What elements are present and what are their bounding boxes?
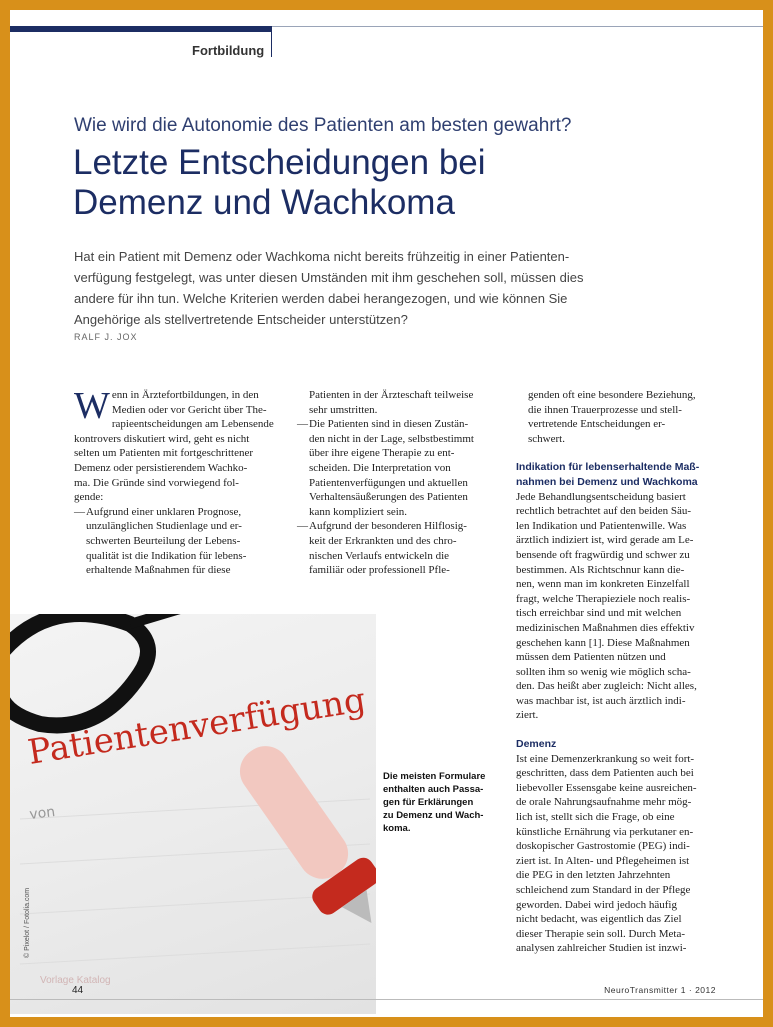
text-line: geschehen kann [1]. Diese Maßnahmen [516,636,690,649]
text-line: geworden. Dabei wird jedoch häufig [516,898,677,911]
text-line: doskopischer Gastrostomie (PEG) indi- [516,840,690,853]
text-line: kann kompliziert sein. [309,505,408,518]
text-line: ärztlich indiziert ist, wird gerade am Le- [516,534,694,547]
text-line: sehr umstritten. [309,403,378,416]
bullet-dash: — [297,418,308,431]
article-lead [74,246,614,330]
lead-line: Hat ein Patient mit Demenz oder Wachkoma nicht bereits frühzeitig in einer Patienten- [74,249,570,264]
text-line: ziert. [516,709,539,722]
text-line: tisch erreichbar sind und mit welchen [516,607,682,620]
text-line: rapieentscheidungen am Lebensende [111,418,274,431]
text-line: Jede Behandlungsentscheidung basiert [516,490,686,503]
form-label: von [28,803,57,823]
spacer [516,723,716,737]
drop-cap: W [74,385,110,427]
text-line: Patienten in der Ärzteschaft teilweise [309,389,474,401]
lead-line: andere für ihn tun. Welche Kriterien werden dabei herangezogen, und wie können Sie [74,291,568,306]
bullet-text: Aufgrund einer unklaren Prognose, [86,505,242,518]
text-line: über ihre eigene Therapie zu ent- [309,447,455,460]
subheading: nahmen bei Demenz und Wachkoma [516,475,698,488]
text-line [297,519,505,534]
glasses-temple [130,614,180,624]
text-line: den. Das heißt aber zugleich: Nicht alles, [516,680,697,693]
text-line: nischen Verlaufs entwickeln die [309,549,450,562]
text-line: sollten ihm so wenig wie möglich scha- [516,665,691,678]
section-marker [271,27,272,57]
text-line: schleichend zum Standard in der Pflege [516,884,691,896]
form-line [20,944,370,964]
caption-line: zu Demenz und Wach- [383,810,484,821]
article-kicker: Wie wird die Autonomie des Patienten am besten gewahrt? [74,115,572,136]
text-line: schwerten Beurteilung der Lebens- [86,534,241,547]
text-line: keit der Erkrankten und des chro- [309,534,457,547]
caption-line: gen für Erklärungen [383,797,474,808]
headline-line: Demenz und Wachkoma [73,183,455,222]
text-line: den nicht in der Lage, selbstbestimmt [309,432,474,445]
footer-rule [10,999,763,1000]
text-line: Patientenverfügungen und aktuellen [309,476,468,489]
text-line: kontrovers diskutiert wird, geht es nicht [74,432,250,445]
bullet-dash: — [74,505,85,518]
text-line: liebevoller Essensgabe keine ausreichen- [516,781,697,794]
text-line: Demenz oder persistierendem Wachko- [74,461,248,474]
lead-line: verfügung festgelegt, was unter diesen Umständen mit ihm geschehen soll, müssen dies [74,270,584,285]
text-line: Verhaltensäußerungen des Patienten [309,491,468,504]
text-line: künstliche Ernährung via perkutaner en- [516,825,694,838]
article-author: RALF J. JOX [74,332,138,342]
form-title: Patientenverfügung [25,679,369,773]
spacer [516,446,716,460]
text-line: lich ist, stellt sich die Frage, ob eine [516,811,675,824]
text-line: qualität ist die Indikation für lebens- [86,549,247,562]
text-line: ziert ist. In Alten- und Pflegeheimen ist [516,854,690,867]
journal-footer: NeuroTransmitter 1 · 2012 [604,985,716,995]
text-line: schwert. [528,432,565,445]
text-line: geschritten, dass dem Patienten auch bei [516,767,694,780]
text-line: len Indikation und Patientenwille. Was [516,519,687,532]
bullet-continuation [516,388,716,446]
text-line: Medien oder vor Gericht über The- [111,403,267,416]
caption-line: Die meisten Formulare [383,771,486,782]
text-line: bensende oft fragwürdig und schwer zu [516,548,690,561]
text-line: erhaltende Maßnahmen für diese [86,564,231,577]
text-line: de orale Nahrungsaufnahme mehr mög- [516,796,692,809]
text-line: bestimmen. Als Richtschnur kann die- [516,563,685,576]
text-line [297,417,505,432]
subheading: Indikation für lebenserhaltende Maß- [516,461,700,474]
bullet-item [297,519,505,577]
text-line: fragt, welche Therapieziele noch realis- [516,592,691,605]
text-line [74,505,284,520]
bullet-dash: — [297,520,308,533]
bullet-item [74,505,284,578]
glasses-frame [10,614,148,725]
text-line: genden oft eine besondere Beziehung, [528,389,696,401]
header-rule [10,26,272,32]
bullet-text: Aufgrund der besonderen Hilflosig- [309,520,467,533]
section-label: Fortbildung [192,43,265,58]
text-line: gende: [74,491,104,504]
text-line: scheiden. Die Interpretation von [309,461,451,474]
photo-illustration [10,614,376,1014]
header-rule-thin [272,26,763,27]
caption-line: koma. [383,823,411,834]
pen-body [231,737,358,889]
pen [222,731,376,943]
text-line: nen, wenn man im konkreten Einzelfall [516,578,690,591]
bullet-continuation [297,388,505,417]
text-line: dieser Therapie sein soll. Durch Meta- [516,927,686,940]
text-line: müssen dem Patienten nützen und [516,651,666,664]
text-line: enn in Ärztefortbildungen, in den [111,389,259,401]
text-line: selten um Patienten mit fortgeschrittener [74,447,254,460]
text-column-1 [74,385,284,578]
text-line: die ihnen Trauerprozesse und stell- [528,403,682,416]
text-line: was machbar ist, ist auch ärztlich indi- [516,694,686,707]
magazine-page [10,10,763,1017]
lead-line: Angehörige als stellvertretende Entscheider unterstützen? [74,312,408,327]
photo-credit: © Pixelot / Fotolia.com [24,887,31,958]
article-headline [73,143,486,223]
article-photo [10,614,376,1014]
text-column-2 [297,388,505,578]
text-line: die PEG in den letzten Jahrzehnten [516,869,671,882]
text-line: unzulänglichen Studienlage und er- [86,520,242,533]
page-number: 44 [72,985,84,996]
text-line: ma. Die Gründe sind vorwiegend fol- [74,476,239,489]
bullet-item [297,417,505,519]
text-line: Ist eine Demenzerkrankung so weit fort- [516,752,695,765]
subheading: Demenz [516,738,557,751]
text-line: vertretende Entscheidungen er- [528,418,666,431]
bullet-text: Die Patienten sind in diesen Zustän- [309,418,469,431]
text-line: medizinischen Maßnahmen dies effektiv [516,621,695,634]
text-line: nicht bedacht, was eigentlich das Ziel [516,913,682,926]
text-line: rechtlich betrachtet auf den beiden Säu- [516,505,692,518]
text-line: familiär oder professionell Pfle- [309,564,450,577]
caption-line: enthalten auch Passa- [383,784,484,795]
text-column-3 [516,388,716,956]
photo-caption [383,770,493,835]
headline-line: Letzte Entscheidungen bei [73,143,486,182]
watermark: Vorlage Katalog [40,975,111,986]
text-line: analysen zahlreicher Studien ist inzwi- [516,942,687,955]
